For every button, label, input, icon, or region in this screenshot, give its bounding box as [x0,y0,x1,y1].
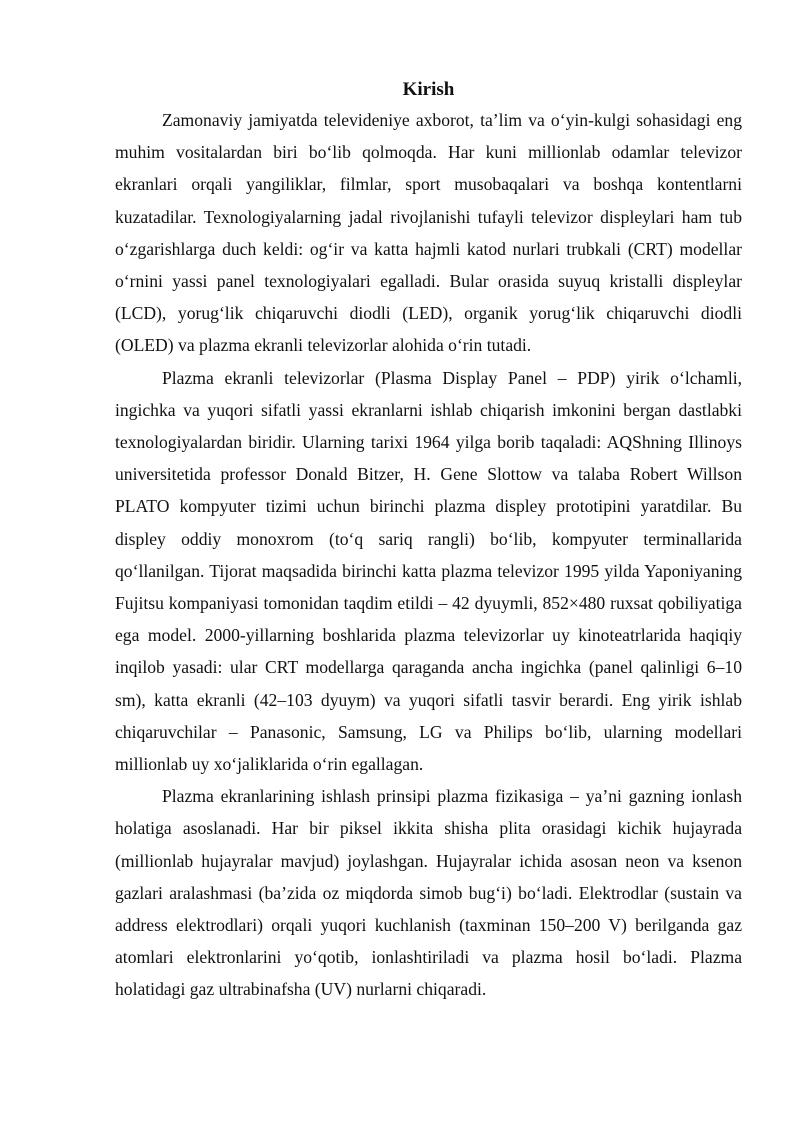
paragraph-intro: Zamonaviy jamiyatda televideniye axborot, ta’lim va o‘yin-kulgi sohasidagi eng muhim vositalardan biri bo‘lib qolmoqda. Har kuni millionlab odamlar televizor ekranlari orqali yangiliklar, filmlar, sport musobaqalari va boshqa kontentlarni kuzatadilar. Texnologiyalarning jadal rivojlanishi tufayli televizor displeylari ham tub o‘zgarishlarga duch keldi: og‘ir va katta hajmli katod nurlari trubkali (CRT) modellar o‘rnini yassi panel texnologiyalari egalladi. Bular orasida suyuq kristalli displeylar (LCD), yorug‘lik chiqaruvchi diodli (LED), organik yorug‘lik chiqaruvchi diodli (OLED) va plazma ekranli televizorlar alohida o‘rin tutadi. [115,110,742,356]
paragraph-plasma-principle: Plazma ekranlarining ishlash prinsipi plazma fizikasiga – ya’ni gazning ionlash holatiga asoslanadi. Har bir piksel ikkita shisha plita orasidagi kichik hujayrada (millionlab hujayralar mavjud) joylashgan. Hujayralar ichida asosan neon va ksenon gazlari aralashmasi (ba’zida oz miqdorda simob bug‘i) bo‘ladi. Elektrodlar (sustain va address elektrodlari) orqali yuqori kuchlanish (taxminan 150–200 V) berilganda gaz atomlari elektronlarini yo‘qotib, ionlashtiriladi va plazma hosil bo‘ladi. Plazma holatidagi gaz ultrabinafsha (UV) nurlarni chiqaradi. [115,786,742,1000]
document-title: Kirish [402,79,455,100]
paragraph-plasma-history: Plazma ekranli televizorlar (Plasma Display Panel – PDP) yirik o‘lchamli, ingichka va yuqori sifatli yassi ekranlarni ishlab chiqarish imkonini bergan dastlabki texnologiyalardan biridir. Ularning tarixi 1964 yilga borib taqaladi: AQShning Illinoys universitetida professor Donald Bitzer, H. Gene Slottow va talaba Robert Willson PLATO kompyuter tizimi uchun birinchi plazma displey prototipini yaratdilar. Bu displey oddiy monoxrom (to‘q sariq rangli) bo‘lib, kompyuter terminallarida qo‘llanilgan. Tijorat maqsadida birinchi katta plazma televizor 1995 yilda Yaponiyaning Fujitsu kompaniyasi tomonidan taqdim etildi – 42 dyuymli, 852×480 ruxsat qobiliyatiga ega model. 2000-yillarning boshlarida plazma televizorlar uy kinoteatrlarida haqiqiy inqilob yasadi: ular CRT modellarga qaraganda ancha ingichka (panel qalinligi 6–10 sm), katta ekranli (42–103 dyuym) va yuqori sifatli tasvir berardi. Eng yirik ishlab chiqaruvchilar – Panasonic, Samsung, LG va Philips bo‘lib, ularning modellari millionlab uy xo‘jaliklarida o‘rin egallagan. [115,367,742,775]
document-body [115,76,742,1006]
